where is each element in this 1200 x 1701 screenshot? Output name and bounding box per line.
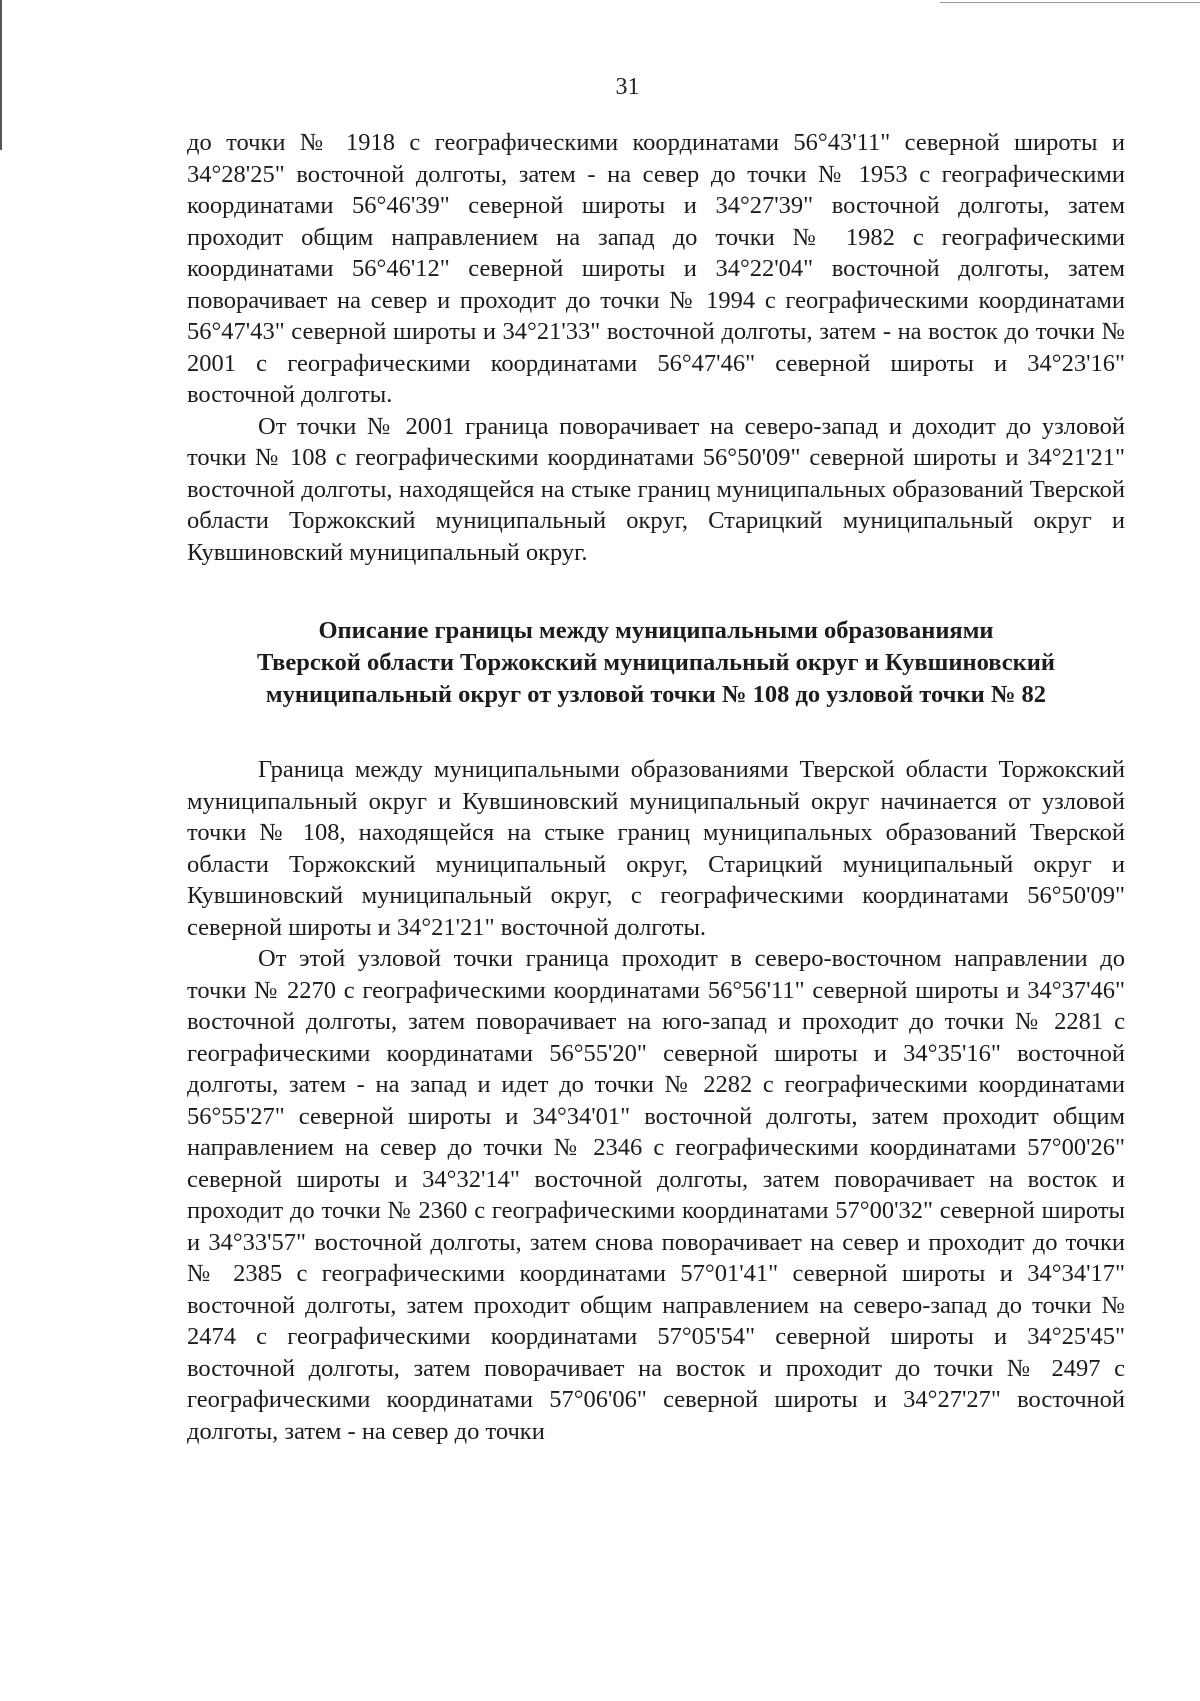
paragraph-boundary-start: Граница между муниципальными образованиями Тверской области Торжокский муниципальный округ и Кувшиновский муниципальный округ начинается от узловой точки № 108, находящейся на стыке границ муниципальных образований Тверской области Торжокский муниципальный округ, Старицкий муниципальный округ и Кувшиновский муниципальный округ, с географическими координатами 56°50'09" северной широты и 34°21'21" восточной долготы. bbox=[187, 756, 1125, 941]
section-heading-line-3: муниципальный округ от узловой точки № 108 до узловой точки № 82 bbox=[265, 681, 1047, 708]
document-body bbox=[187, 127, 1125, 1447]
page-number: 31 bbox=[615, 74, 640, 100]
section-heading-line-2: Тверской области Торжокский муниципальный округ и Кувшиновский bbox=[257, 649, 1055, 676]
paragraph-point-2001: От точки № 2001 граница поворачивает на северо-запад и доходит до узловой точки № 108 с географическими координатами 56°50'09" северной широты и 34°21'21" восточной долготы, находящейся на стыке границ муниципальных образований Тверской области Торжокский муниципальный округ, Старицкий муниципальный округ и Кувшиновский муниципальный округ. bbox=[187, 412, 1125, 566]
paragraph-boundary-route: От этой узловой точки граница проходит в северо-восточном направлении до точки № 2270 с географическими координатами 56°56'11" северной широты и 34°37'46" восточной долготы, затем поворачивает на юго-запад и проходит до точки № 2281 с географическими координатами 56°55'20" северной широты и 34°35'16" восточной долготы, затем - на запад и идет до точки № 2282 с географическими координатами 56°55'27" северной широты и 34°34'01" восточной долготы, затем проходит общим направлением на север до точки № 2346 с географическими координатами 57°00'26" северной широты и 34°32'14" восточной долготы, затем поворачивает на восток и проходит до точки № 2360 с географическими координатами 57°00'32" северной широты и 34°33'57" восточной долготы, затем снова поворачивает на север и проходит до точки № 2385 с географическими координатами 57°01'41" северной широты и 34°34'17" восточной долготы, затем проходит общим направлением на северо-запад до точки № 2474 с географическими координатами 57°05'54" северной широты и 34°25'45" восточной долготы, затем поворачивает на восток и проходит до точки № 2497 с географическими координатами 57°06'06" северной широты и 34°27'27" восточной долготы, затем - на север до точки bbox=[187, 945, 1125, 1445]
paragraph-continuation: до точки № 1918 с географическими координатами 56°43'11" северной широты и 34°28'25" восточной долготы, затем - на север до точки № 1953 с географическими координатами 56°46'39" северной широты и 34°27'39" восточной долготы, затем проходит общим направлением на запад до точки № 1982 с географическими координатами 56°46'12" северной широты и 34°22'04" восточной долготы, затем поворачивает на север и проходит до точки № 1994 с географическими координатами 56°47'43" северной широты и 34°21'33" восточной долготы, затем - на восток до точки № 2001 с географическими координатами 56°47'46" северной широты и 34°23'16" восточной долготы. bbox=[187, 129, 1125, 408]
scan-border-top bbox=[940, 2, 1200, 3]
section-heading-line-1: Описание границы между муниципальными образованиями bbox=[318, 617, 994, 644]
section-heading bbox=[187, 615, 1125, 711]
